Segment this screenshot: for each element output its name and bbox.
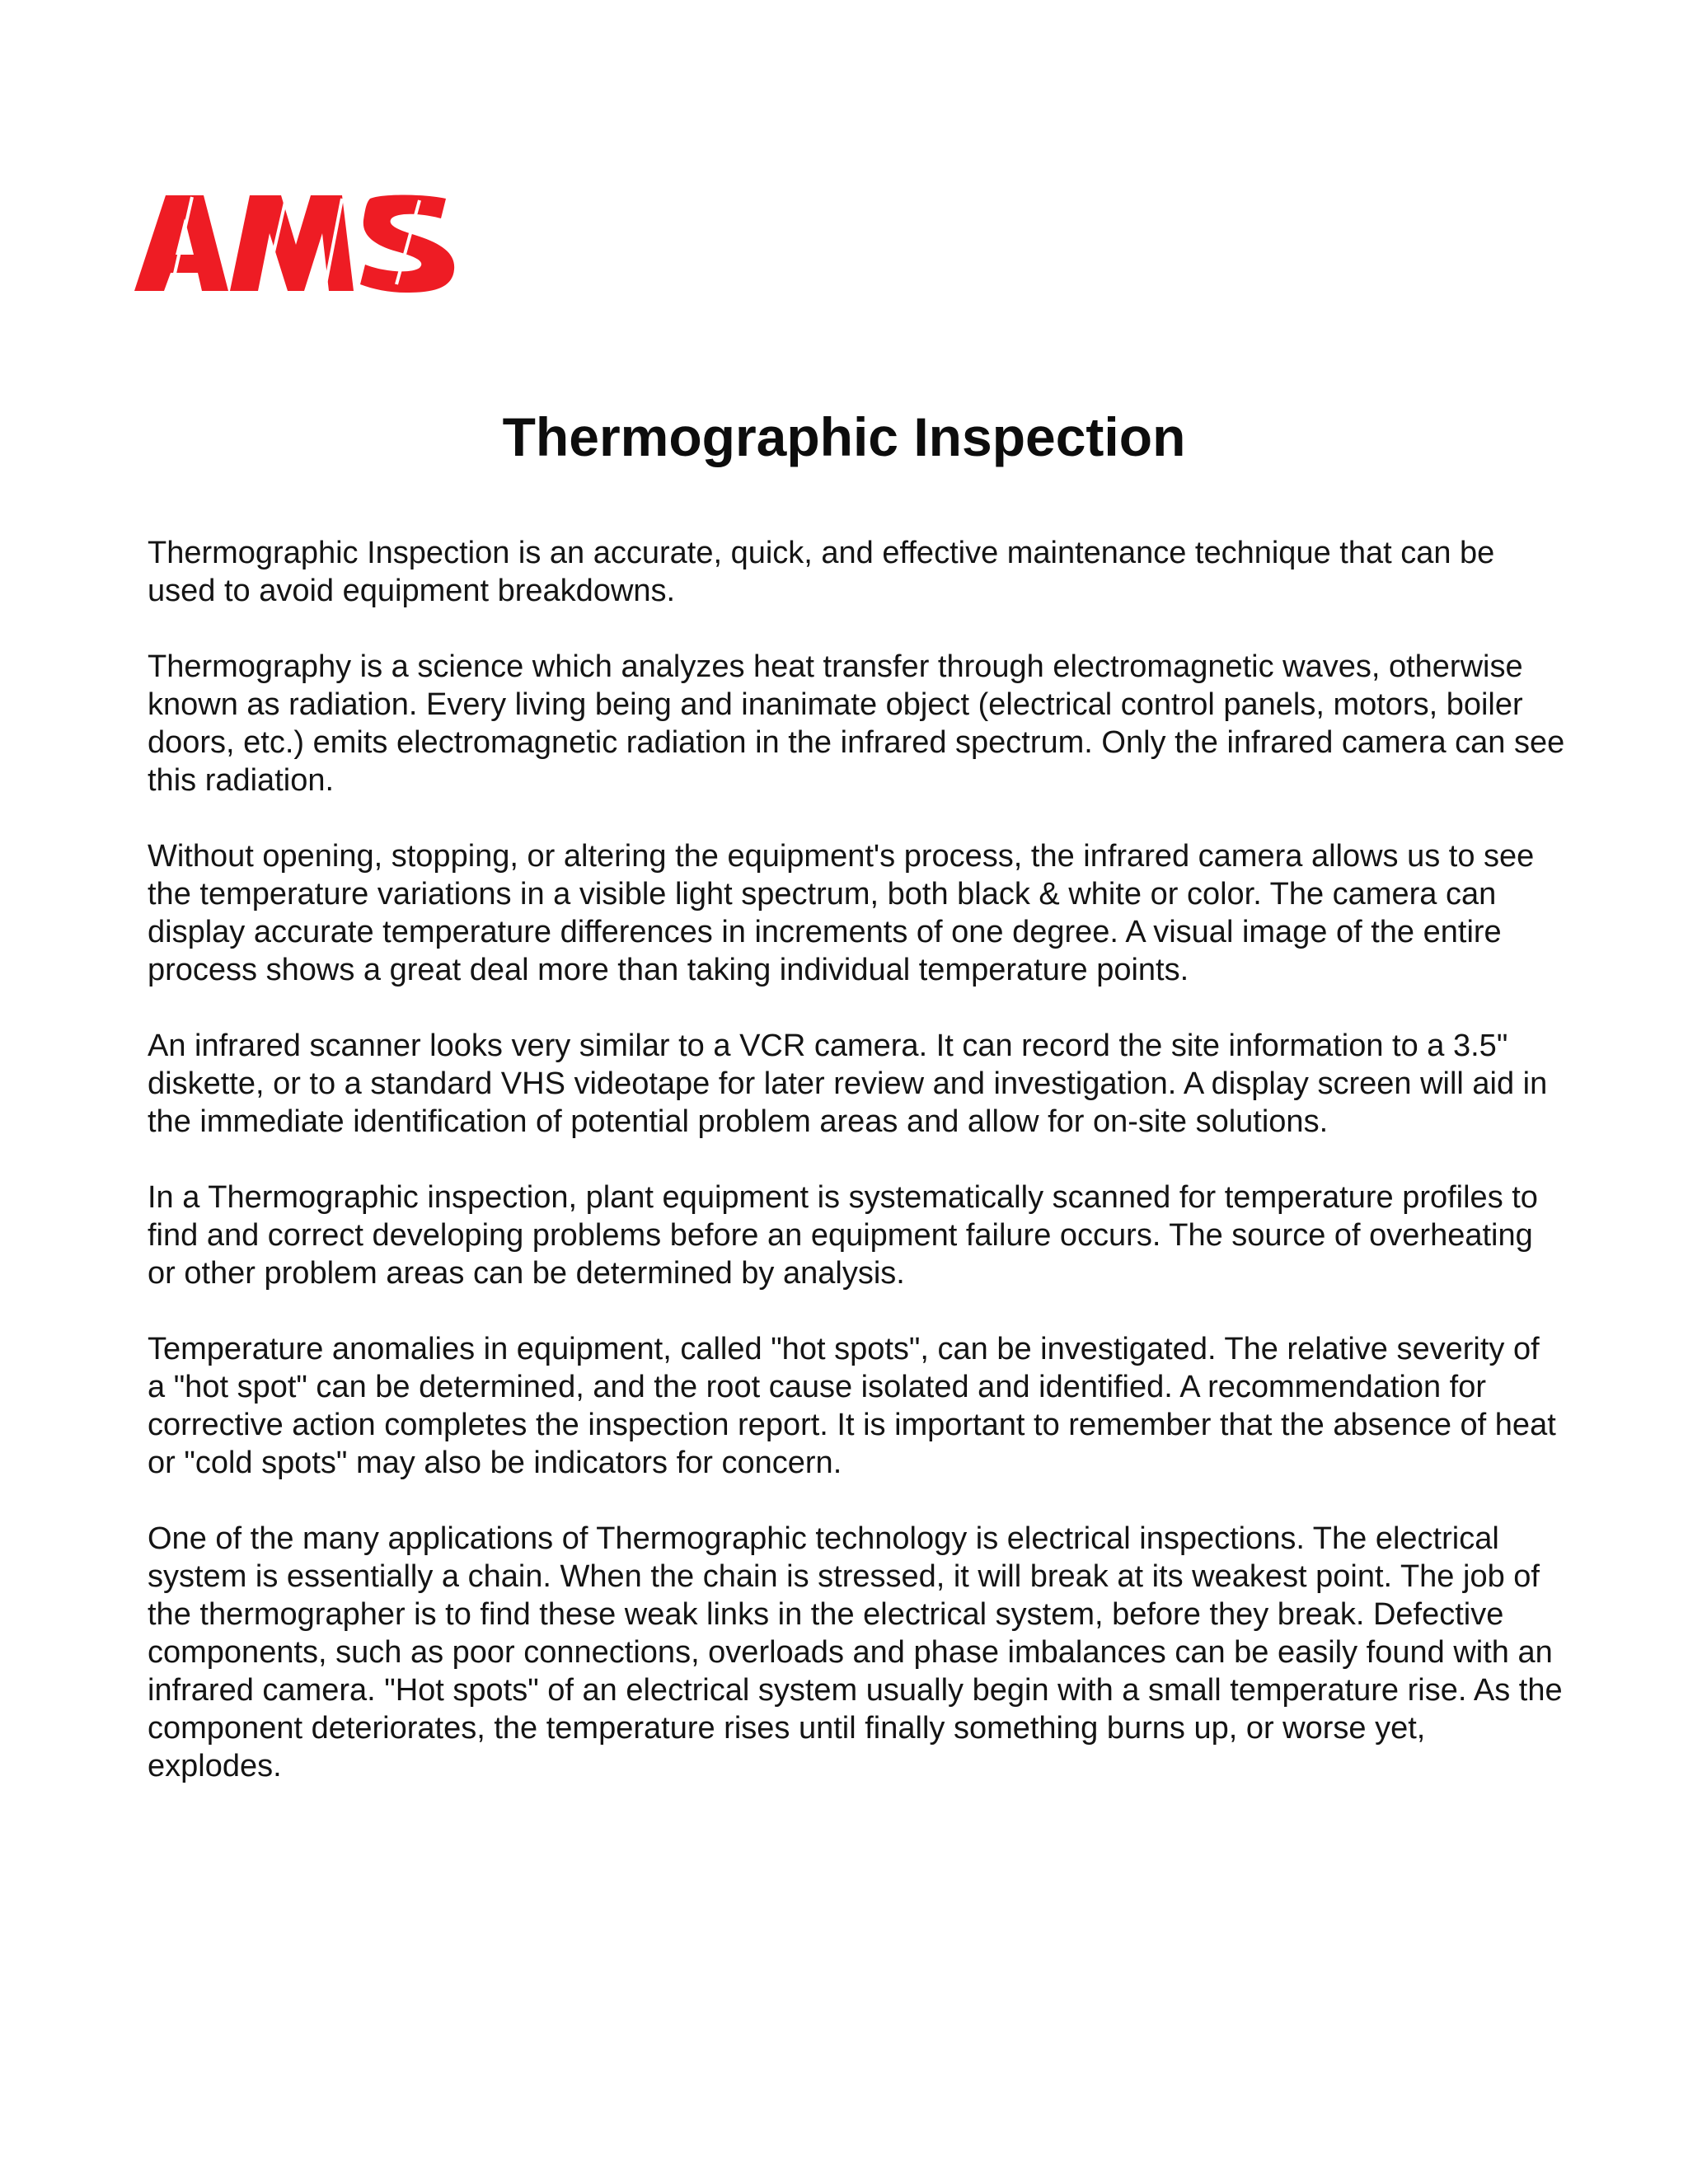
paragraph: Thermography is a science which analyzes heat transfer through electromagnetic waves, otherwise known as radiation. Every living being and inanimate object (electrical control panels, motors, boiler doors, etc.) emits electromagnetic radiation in the infrared spectrum. Only the infrared camera can see this radiation. [148, 649, 1565, 798]
paragraph: An infrared scanner looks very similar to a VCR camera. It can record the site information to a 3.5" diskette, or to a standard VHS videotape for later review and investigation. A display screen will aid in the immediate identification of potential problem areas and allow for on-site solutions. [148, 1029, 1548, 1139]
paragraph: Without opening, stopping, or altering the equipment's process, the infrared camera allows us to see the temperature variations in a visible light spectrum, both black & white or color. The camera can display accurate temperature differences in increments of one degree. A visual image of the entire process shows a great deal more than taking individual temperature points. [148, 839, 1535, 987]
page-title: Thermographic Inspection [502, 406, 1186, 467]
paragraph: One of the many applications of Thermographic technology is electrical inspections. The electrical system is essentially a chain. When the chain is stressed, it will break at its weakest point. The job of the thermographer is to find these weak links in the electrical system, before they break. Defective components, such as poor connections, overloads and phase imbalances can be easily found with an infrared camera. "Hot spots" of an electrical system usually begin with a small temperature rise. As the component deteriorates, the temperature rises until finally something burns up, or worse yet, explodes. [148, 1521, 1563, 1783]
document-body [148, 534, 1565, 1823]
paragraph: In a Thermographic inspection, plant equipment is systematically scanned for temperature profiles to find and correct developing problems before an equipment failure occurs. The source of overheating or other problem areas can be determined by analysis. [148, 1180, 1538, 1291]
paragraph: Temperature anomalies in equipment, called "hot spots", can be investigated. The relative severity of a "hot spot" can be determined, and the root cause isolated and identified. A recommendation for corrective action completes the inspection report. It is important to remember that the absence of heat or "cold spots" may also be indicators for concern. [148, 1332, 1556, 1480]
paragraph: Thermographic Inspection is an accurate, quick, and effective maintenance technique that can be used to avoid equipment breakdowns. [148, 536, 1495, 608]
ams-logo [134, 194, 456, 293]
